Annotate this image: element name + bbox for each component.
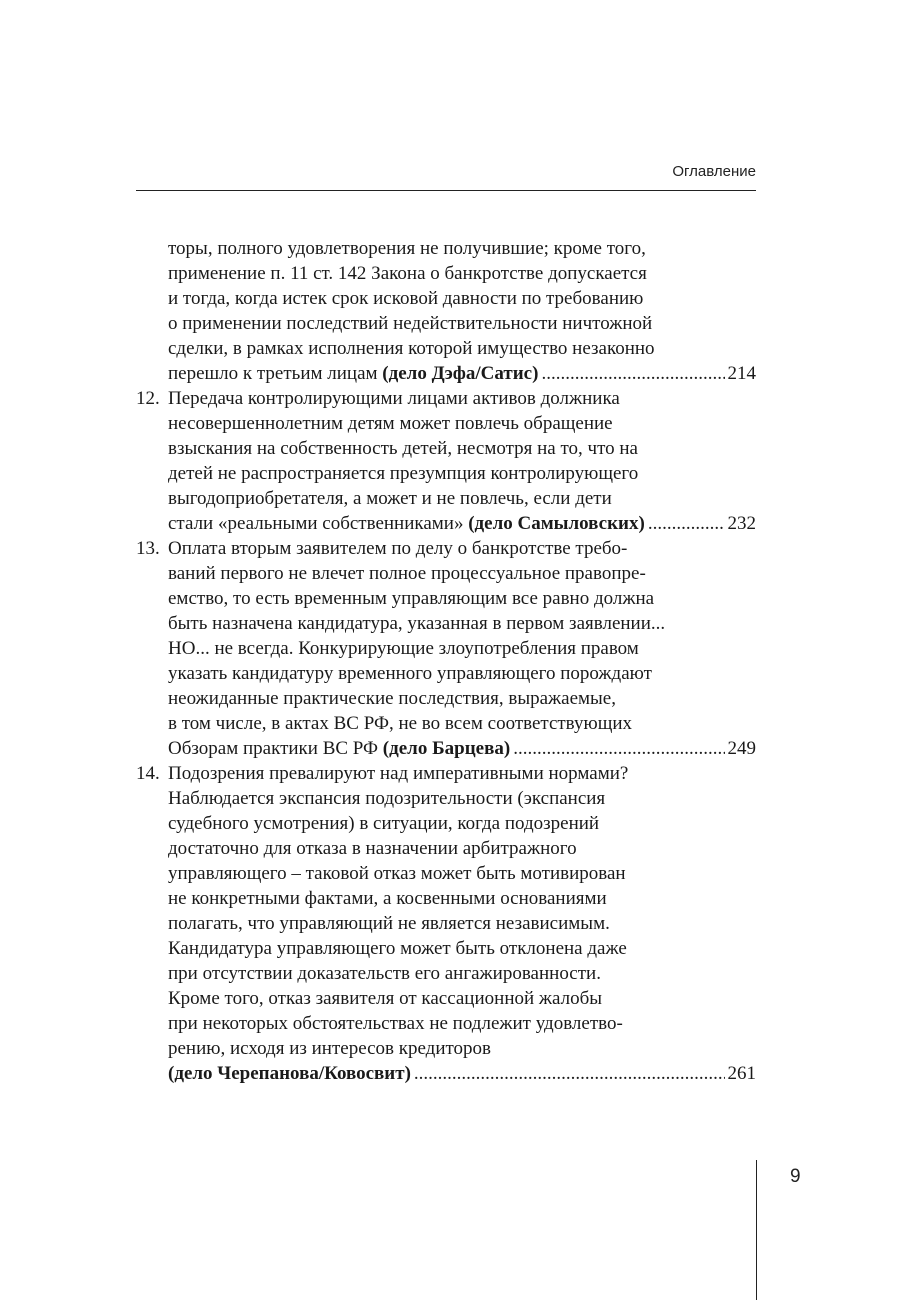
entry-line: детей не распространяется презумпция контролирующего [168,463,639,484]
entry-line: при некоторых обстоятельствах не подлежит удовлетво- [168,1013,623,1034]
toc-entry-14 [136,761,756,1086]
case-name: (дело Дэфа/Сатис) [382,363,539,384]
entry-line: управляющего – таковой отказ может быть мотивирован [168,863,626,884]
entry-line: не конкретными фактами, а косвенными основаниями [168,888,607,909]
entry-leader-line[interactable] [136,511,756,536]
entry-line: несовершеннолетним детям может повлечь обращение [168,413,613,434]
running-head: Оглавление [672,163,756,180]
entry-line: стали «реальными собственниками» [168,513,469,534]
entry-leader-line[interactable] [136,1061,756,1086]
entry-first-line [136,386,756,411]
header-rule [136,190,756,191]
entry-first-line [136,536,756,561]
entry-number: 12. [136,388,160,409]
entry-line: быть назначена кандидатура, указанная в первом заявлении... [168,613,666,634]
entry-line: перешло к третьим лицам [168,363,383,384]
entry-line: о применении последствий недействительности ничтожной [168,313,653,334]
entry-line: в том числе, в актах ВС РФ, не во всем соответствующих [168,713,632,734]
entry-first-line [136,761,756,786]
page-ref: 249 [727,738,756,759]
entry-number: 13. [136,538,160,559]
entry-line: Кандидатура управляющего может быть отклонена даже [168,938,627,959]
dot-leader [541,361,724,386]
entry-line: ваний первого не влечет полное процессуальное правопре- [168,563,646,584]
entry-line: емство, то есть временным управляющим все равно должна [168,588,655,609]
entry-line: достаточно для отказа в назначении арбитражного [168,838,577,859]
entry-line: торы, полного удовлетворения не получившие; кроме того, [168,238,646,259]
entry-line: НО... не всегда. Конкурирующие злоупотребления правом [168,638,639,659]
case-name: (дело Барцева) [382,738,511,759]
case-name: (дело Черепанова/Ковосвит) [168,1063,411,1084]
dot-leader [513,736,724,761]
toc-entry-13 [136,536,756,761]
page-ref: 214 [727,363,756,384]
entry-number: 14. [136,763,160,784]
entry-leader-line[interactable] [136,361,756,386]
dot-leader [648,511,725,536]
toc-entry-12 [136,386,756,536]
toc-entry-continued [136,236,756,386]
entry-line: рению, исходя из интересов кредиторов [168,1038,492,1059]
entry-leader-line[interactable] [136,736,756,761]
entry-line: Обзорам практики ВС РФ [168,738,383,759]
entry-line: и тогда, когда истек срок исковой давности по требованию [168,288,644,309]
entry-line: выгодоприобретателя, а может и не повлечь, если дети [168,488,612,509]
entry-line: при отсутствии доказательств его ангажированности. [168,963,601,984]
page-ref: 232 [727,513,756,534]
dot-leader [414,1061,725,1086]
page-ref: 261 [727,1063,756,1084]
entry-line: Кроме того, отказ заявителя от кассационной жалобы [168,988,603,1009]
entry-line: Наблюдается экспансия подозрительности (экспансия [168,788,606,809]
entry-line: взыскания на собственность детей, несмотря на то, что на [168,438,638,459]
entry-line: полагать, что управляющий не является независимым. [168,913,610,934]
entry-line: неожиданные практические последствия, выражаемые, [168,688,616,709]
entry-line: Подозрения превалируют над императивными нормами? [168,763,629,784]
page-number: 9 [790,1166,801,1187]
case-name: (дело Самыловских) [468,513,645,534]
entry-line: указать кандидатуру временного управляющего порождают [168,663,652,684]
entry-line: Передача контролирующими лицами активов должника [168,388,620,409]
folio-rule [756,1160,757,1300]
entry-line: судебного усмотрения) в ситуации, когда подозрений [168,813,600,834]
entry-line: применение п. 11 ст. 142 Закона о банкротстве допускается [168,263,647,284]
entry-line: сделки, в рамках исполнения которой имущество незаконно [168,338,655,359]
entry-line: Оплата вторым заявителем по делу о банкротстве требо- [168,538,628,559]
table-of-contents [136,236,756,1086]
